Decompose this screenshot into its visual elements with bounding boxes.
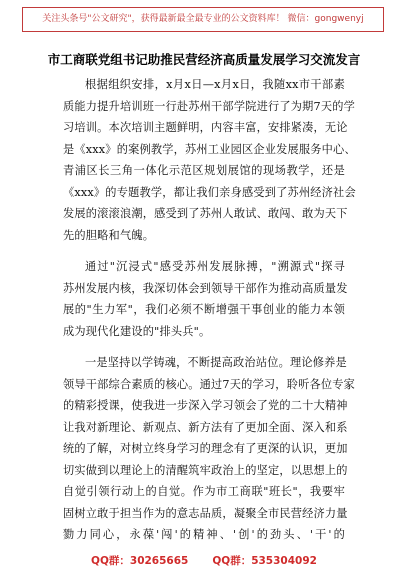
text-line: 一是坚持以学铸魂，不断提高政治站位。理论修养是 [85,356,347,369]
text-line: 苏州发展内核，我深切体会到领导干部作为推动高质量发 [63,281,348,295]
text-line: 青浦区长三角一体化示范区规划展馆的现场教学，还是 [63,164,345,177]
paragraph-1 [63,74,356,246]
text-line: 的精彩授课，使我进一步深入学习领会了党的二十大精神 [63,399,348,412]
document-title: 市工商联党组书记助推民营经济高质量发展学习交流发言 [47,52,361,67]
text-line: 通过"沉浸式"感受苏州发展脉搏，"溯源式"探寻 [85,260,345,273]
paragraph-2 [63,256,348,342]
text-line: 统的了解，对树立终身学习的理念有了更深的认识，更加 [63,442,348,455]
text-line: 展的"生力军"，我们必须不断增强干事创业的能力本领 [63,303,345,316]
text-line: 先的胆略和气魄。 [63,228,155,242]
text-line: 习培训。本次培训主题鲜明，内容丰富，安排紧凑，无论 [63,121,348,134]
text-line: 领导干部综合素质的核心。通过7天的学习，聆听各位专家 [63,377,356,391]
text-line: 勠力同心，永葆'闯'的精神、'创'的劲头、'干'的 [63,528,345,541]
qq-group-2: QQ群：535304092 [212,555,317,567]
text-line: 切实做到以理论上的清醒筑牢政治上的坚定，以思想上的 [63,463,348,477]
text-line: 成为现代化建设的"排头兵"。 [63,324,211,338]
header-banner: 关注头条号"公文研究"，获得最新最全最专业的公文资料库！ 微信：gongwenyj [22,7,384,32]
qq-group-1: QQ群：30265665 [91,555,189,567]
text-line: 让我对新理论、新观点、新方法有了更加全面、深入和系 [63,420,348,434]
text-line: 《xxx》的专题教学，都让我们亲身感受到了苏州经济社会 [63,185,356,199]
text-line: 固树立敢于担当作为的意志品质，凝聚全市民营经济力量 [63,506,348,520]
paragraph-3 [63,352,356,546]
text-line: 根据组织安排，x月x日—x月x日，我随xx市干部素 [85,78,345,91]
text-line: 发展的滚滚浪潮，感受到了苏州人敢试、敢闯、敢为天下 [63,207,348,220]
text-line: 是《xxx》的案例教学，苏州工业园区企业发展服务中心、 [63,142,356,156]
document-body [63,74,356,556]
text-line: 自觉引领行动上的自觉。作为市工商联"班长"，我要牢 [63,485,345,498]
footer-contacts [0,553,408,568]
text-line: 质能力提升培训班一行赴苏州干部学院进行了为期7天的学 [63,99,356,113]
